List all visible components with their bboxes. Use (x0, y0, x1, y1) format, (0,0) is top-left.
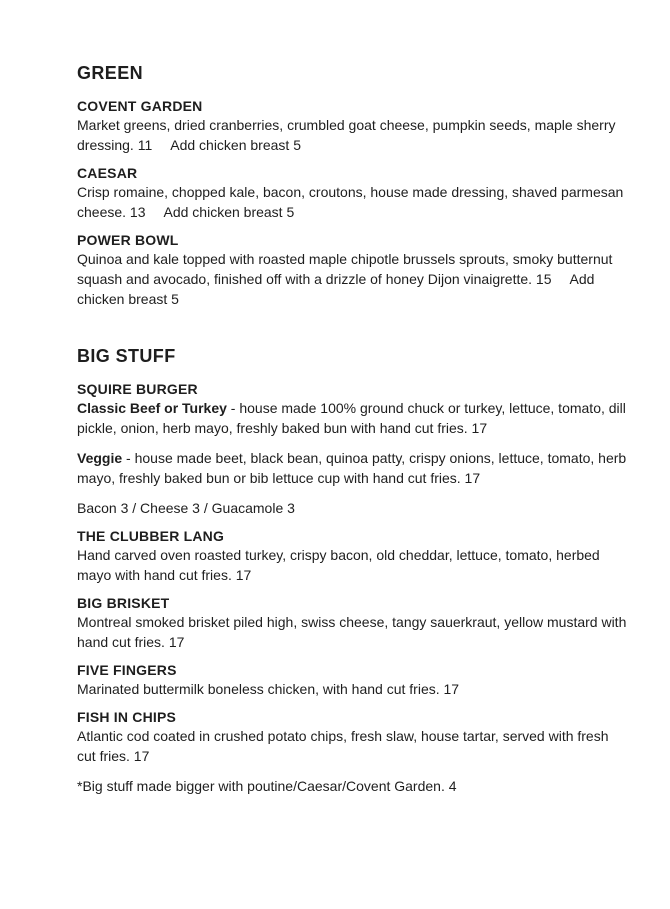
big-stuff-note: *Big stuff made bigger with poutine/Caesar/Covent Garden. 4 (77, 778, 457, 794)
menu-item-clubber-lang (77, 528, 630, 585)
burger-extras: Bacon 3 / Cheese 3 / Guacamole 3 (77, 500, 295, 516)
item-description (77, 115, 630, 155)
section-title: BIG STUFF (77, 346, 176, 366)
item-name: FISH IN CHIPS (77, 709, 177, 725)
item-description: Montreal smoked brisket piled high, swiss cheese, tangy sauerkraut, yellow mustard with hand cut fries. 17 (77, 614, 627, 650)
item-description: Hand carved oven roasted turkey, crispy bacon, old cheddar, lettuce, tomato, herbed mayo with hand cut fries. 17 (77, 547, 600, 583)
menu-item-fish-in-chips (77, 709, 630, 766)
item-desc-text: Quinoa and kale topped with roasted maple chipotle brussels sprouts, smoky butternut squash and avocado, finished off with a drizzle of honey Dijon vinaigrette. 15 (77, 251, 613, 287)
option-label: Classic Beef or Turkey (77, 400, 227, 416)
section-big-stuff (77, 345, 630, 796)
menu-item-covent-garden (77, 98, 630, 155)
menu-item-big-brisket (77, 595, 630, 652)
option-desc: - house made 100% ground chuck or turkey, lettuce, tomato, dill pickle, onion, herb mayo, freshly baked bun with hand cut fries. 17 (77, 400, 626, 436)
item-name: CAESAR (77, 165, 138, 181)
item-description: Atlantic cod coated in crushed potato chips, fresh slaw, house tartar, served with fresh cut fries. 17 (77, 728, 609, 764)
item-name: COVENT GARDEN (77, 98, 203, 114)
item-name: POWER BOWL (77, 232, 179, 248)
item-name: THE CLUBBER LANG (77, 528, 225, 544)
item-addon: Add chicken breast 5 (77, 271, 595, 307)
item-name: BIG BRISKET (77, 595, 170, 611)
menu-item-caesar (77, 165, 630, 222)
item-desc-text: Crisp romaine, chopped kale, bacon, croutons, house made dressing, shaved parmesan cheese. 13 (77, 184, 624, 220)
menu-item-squire-burger (77, 381, 630, 518)
item-addon: Add chicken breast 5 (163, 204, 295, 220)
menu-item-power-bowl (77, 232, 630, 309)
menu-item-five-fingers (77, 662, 630, 699)
item-name: FIVE FINGERS (77, 662, 177, 678)
item-name: SQUIRE BURGER (77, 381, 198, 397)
option-label: Veggie (77, 450, 123, 466)
section-title: GREEN (77, 63, 144, 83)
item-description (77, 182, 630, 222)
item-description: Marinated buttermilk boneless chicken, with hand cut fries. 17 (77, 681, 460, 697)
item-desc-text: Market greens, dried cranberries, crumbled goat cheese, pumpkin seeds, maple sherry dressing. 11 (77, 117, 616, 153)
item-addon: Add chicken breast 5 (170, 137, 301, 153)
veggie-burger-option (77, 448, 630, 488)
section-green (77, 62, 630, 309)
option-desc: - house made beet, black bean, quinoa patty, crispy onions, lettuce, tomato, herb mayo, freshly baked bun or bib lettuce cup with hand cut fries. 17 (77, 450, 627, 486)
item-description (77, 249, 630, 309)
classic-burger-option (77, 398, 630, 438)
